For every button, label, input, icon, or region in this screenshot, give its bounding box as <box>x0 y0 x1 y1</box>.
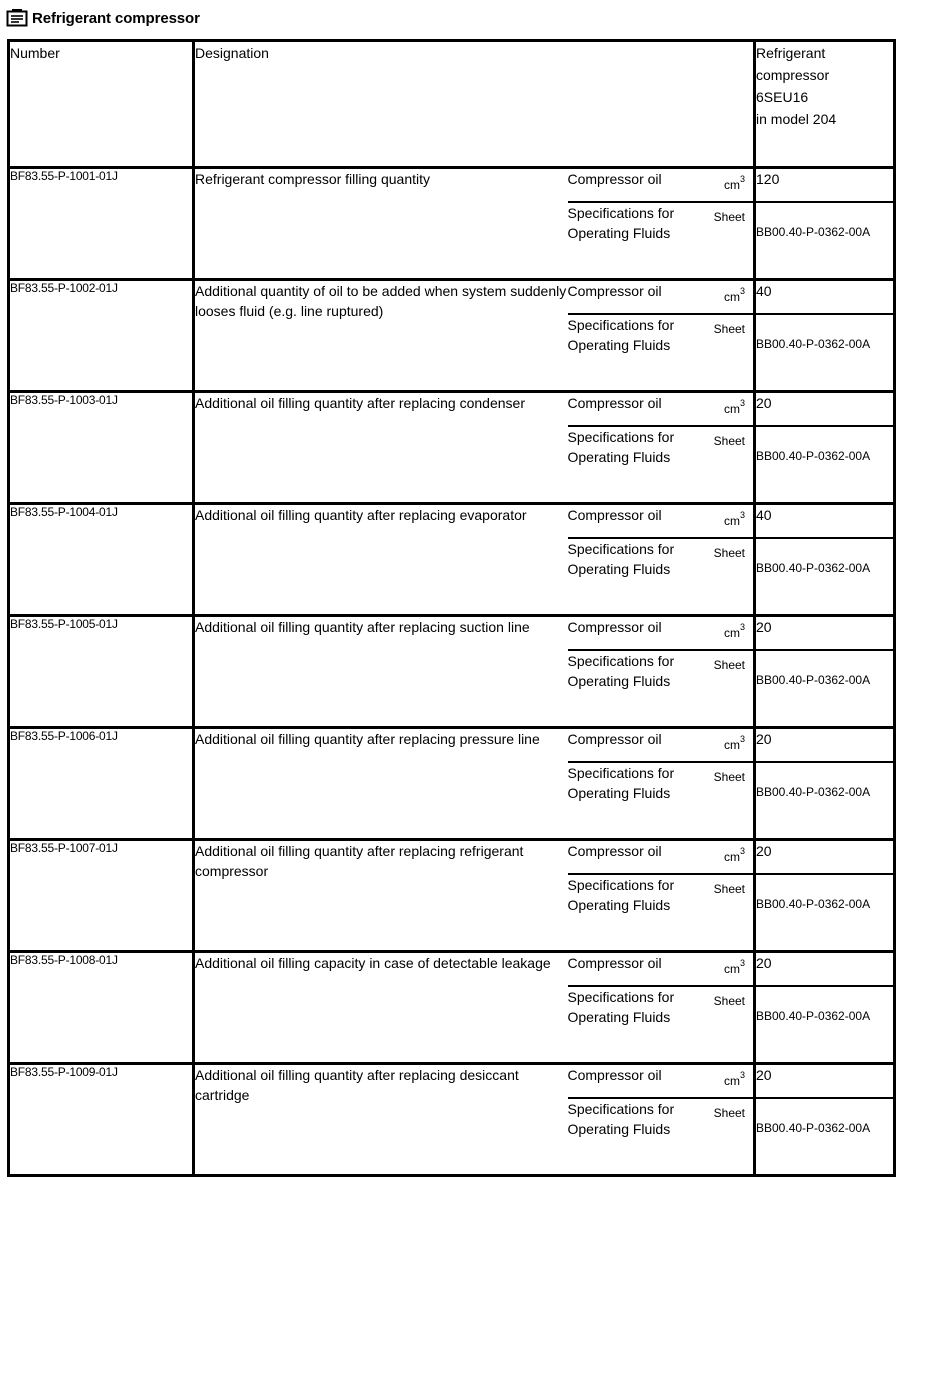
header-number: Number <box>9 41 194 168</box>
sheet-reference-link[interactable]: BB00.40-P-0362-00A <box>756 785 871 799</box>
specification-cell <box>568 202 755 280</box>
compressor-oil-cell <box>568 616 755 651</box>
specification-label: Specifications for Operating Fluids <box>567 989 675 1025</box>
header-designation: Designation <box>194 41 755 168</box>
sheet-reference-link[interactable]: BB00.40-P-0362-00A <box>756 225 871 239</box>
specification-label: Specifications for Operating Fluids <box>567 877 675 913</box>
compressor-oil-cell <box>568 728 755 763</box>
row-number: BF83.55-P-1006-01J <box>9 728 194 840</box>
sheet-reference-cell <box>755 426 895 504</box>
unit-exponent: 3 <box>739 1070 745 1080</box>
compressor-oil-label: Compressor oil <box>567 171 662 187</box>
table-row <box>9 280 895 315</box>
oil-quantity-value: 20 <box>755 952 895 987</box>
sheet-reference-cell <box>755 202 895 280</box>
unit-exponent: 3 <box>739 622 745 632</box>
volume-unit <box>724 395 745 419</box>
oil-quantity-value: 20 <box>755 392 895 427</box>
unit-base: cm <box>723 290 740 304</box>
oil-quantity-value: 20 <box>755 616 895 651</box>
volume-unit <box>724 283 745 307</box>
row-number: BF83.55-P-1002-01J <box>9 280 194 392</box>
row-designation: Additional quantity of oil to be added when system suddenly looses fluid (e.g. line ruptured) <box>194 280 568 392</box>
compressor-oil-label: Compressor oil <box>567 843 662 859</box>
unit-exponent: 3 <box>739 734 745 744</box>
compressor-oil-label: Compressor oil <box>567 619 662 635</box>
row-number: BF83.55-P-1001-01J <box>9 168 194 280</box>
sheet-reference-cell <box>755 650 895 728</box>
volume-unit <box>724 619 745 643</box>
unit-base: cm <box>723 402 740 416</box>
sheet-reference-link[interactable]: BB00.40-P-0362-00A <box>756 1009 871 1023</box>
specification-cell <box>568 874 755 952</box>
volume-unit <box>724 955 745 979</box>
sheet-unit: Sheet <box>713 322 745 336</box>
compressor-oil-cell <box>568 840 755 875</box>
specification-label: Specifications for Operating Fluids <box>567 653 675 689</box>
volume-unit <box>724 1067 745 1091</box>
table-row <box>9 616 895 651</box>
sheet-reference-link[interactable]: BB00.40-P-0362-00A <box>756 337 871 351</box>
table-row <box>9 168 895 203</box>
unit-exponent: 3 <box>739 398 745 408</box>
header-value <box>755 41 895 168</box>
row-designation: Additional oil filling quantity after replacing refrigerant compressor <box>194 840 568 952</box>
document-icon <box>6 8 28 28</box>
row-designation: Additional oil filling capacity in case of detectable leakage <box>194 952 568 1064</box>
oil-quantity-value: 40 <box>755 504 895 539</box>
row-designation: Refrigerant compressor filling quantity <box>194 168 568 280</box>
specification-cell <box>568 538 755 616</box>
specification-label: Specifications for Operating Fluids <box>567 765 675 801</box>
sheet-unit: Sheet <box>713 882 745 896</box>
row-designation: Additional oil filling quantity after replacing desiccant cartridge <box>194 1064 568 1176</box>
row-designation: Additional oil filling quantity after replacing suction line <box>194 616 568 728</box>
table-row <box>9 392 895 427</box>
sheet-unit: Sheet <box>713 658 745 672</box>
sheet-unit: Sheet <box>713 994 745 1008</box>
oil-quantity-value: 20 <box>755 840 895 875</box>
specification-cell <box>568 650 755 728</box>
page-title: Refrigerant compressor <box>32 9 200 27</box>
specification-cell <box>568 762 755 840</box>
compressor-oil-label: Compressor oil <box>567 507 662 523</box>
table-row <box>9 840 895 875</box>
header-value-line: in model 204 <box>756 111 837 127</box>
sheet-reference-link[interactable]: BB00.40-P-0362-00A <box>756 897 871 911</box>
unit-base: cm <box>723 962 740 976</box>
sheet-reference-cell <box>755 762 895 840</box>
compressor-oil-label: Compressor oil <box>567 731 662 747</box>
sheet-reference-link[interactable]: BB00.40-P-0362-00A <box>756 449 871 463</box>
compressor-oil-cell <box>568 1064 755 1099</box>
unit-exponent: 3 <box>739 510 745 520</box>
specification-cell <box>568 426 755 504</box>
sheet-reference-cell <box>755 1098 895 1176</box>
unit-exponent: 3 <box>739 174 745 184</box>
header-value-line: Refrigerant <box>756 45 826 61</box>
sheet-unit: Sheet <box>713 1106 745 1120</box>
unit-base: cm <box>723 514 740 528</box>
sheet-reference-link[interactable]: BB00.40-P-0362-00A <box>756 561 871 575</box>
volume-unit <box>724 171 745 195</box>
unit-base: cm <box>723 738 740 752</box>
unit-exponent: 3 <box>739 958 745 968</box>
unit-base: cm <box>723 178 740 192</box>
oil-quantity-value: 40 <box>755 280 895 315</box>
header-value-line: 6SEU16 <box>756 89 809 105</box>
unit-base: cm <box>723 1074 740 1088</box>
volume-unit <box>724 843 745 867</box>
sheet-unit: Sheet <box>713 210 745 224</box>
table-row <box>9 1064 895 1099</box>
oil-quantity-value: 120 <box>755 168 895 203</box>
row-number: BF83.55-P-1009-01J <box>9 1064 194 1176</box>
unit-exponent: 3 <box>739 846 745 856</box>
compressor-oil-label: Compressor oil <box>567 283 662 299</box>
volume-unit <box>724 507 745 531</box>
table-row <box>9 728 895 763</box>
specification-label: Specifications for Operating Fluids <box>567 317 675 353</box>
compressor-oil-cell <box>568 280 755 315</box>
specification-cell <box>568 314 755 392</box>
specification-cell <box>568 1098 755 1176</box>
sheet-reference-link[interactable]: BB00.40-P-0362-00A <box>756 1121 871 1135</box>
table-row <box>9 952 895 987</box>
unit-base: cm <box>723 850 740 864</box>
sheet-reference-cell <box>755 874 895 952</box>
compressor-oil-cell <box>568 392 755 427</box>
unit-exponent: 3 <box>739 286 745 296</box>
oil-quantity-value: 20 <box>755 728 895 763</box>
compressor-oil-label: Compressor oil <box>567 1067 662 1083</box>
specification-table <box>7 39 896 1177</box>
row-number: BF83.55-P-1003-01J <box>9 392 194 504</box>
row-designation: Additional oil filling quantity after replacing evaporator <box>194 504 568 616</box>
specification-cell <box>568 986 755 1064</box>
row-number: BF83.55-P-1008-01J <box>9 952 194 1064</box>
table-header-row <box>9 41 895 168</box>
compressor-oil-label: Compressor oil <box>567 395 662 411</box>
compressor-oil-cell <box>568 168 755 203</box>
specification-label: Specifications for Operating Fluids <box>567 205 675 241</box>
sheet-unit: Sheet <box>713 546 745 560</box>
specification-label: Specifications for Operating Fluids <box>567 429 675 465</box>
row-designation: Additional oil filling quantity after replacing condenser <box>194 392 568 504</box>
compressor-oil-cell <box>568 504 755 539</box>
specification-label: Specifications for Operating Fluids <box>567 541 675 577</box>
table-body <box>9 168 895 1176</box>
sheet-reference-cell <box>755 538 895 616</box>
oil-quantity-value: 20 <box>755 1064 895 1099</box>
row-designation: Additional oil filling quantity after replacing pressure line <box>194 728 568 840</box>
sheet-reference-link[interactable]: BB00.40-P-0362-00A <box>756 673 871 687</box>
header-value-line: compressor <box>756 67 830 83</box>
volume-unit <box>724 731 745 755</box>
sheet-unit: Sheet <box>713 770 745 784</box>
row-number: BF83.55-P-1004-01J <box>9 504 194 616</box>
page-header <box>6 6 200 30</box>
sheet-reference-cell <box>755 986 895 1064</box>
compressor-oil-label: Compressor oil <box>567 955 662 971</box>
row-number: BF83.55-P-1007-01J <box>9 840 194 952</box>
sheet-unit: Sheet <box>713 434 745 448</box>
specification-label: Specifications for Operating Fluids <box>567 1101 675 1137</box>
sheet-reference-cell <box>755 314 895 392</box>
unit-base: cm <box>723 626 740 640</box>
table-row <box>9 504 895 539</box>
compressor-oil-cell <box>568 952 755 987</box>
row-number: BF83.55-P-1005-01J <box>9 616 194 728</box>
